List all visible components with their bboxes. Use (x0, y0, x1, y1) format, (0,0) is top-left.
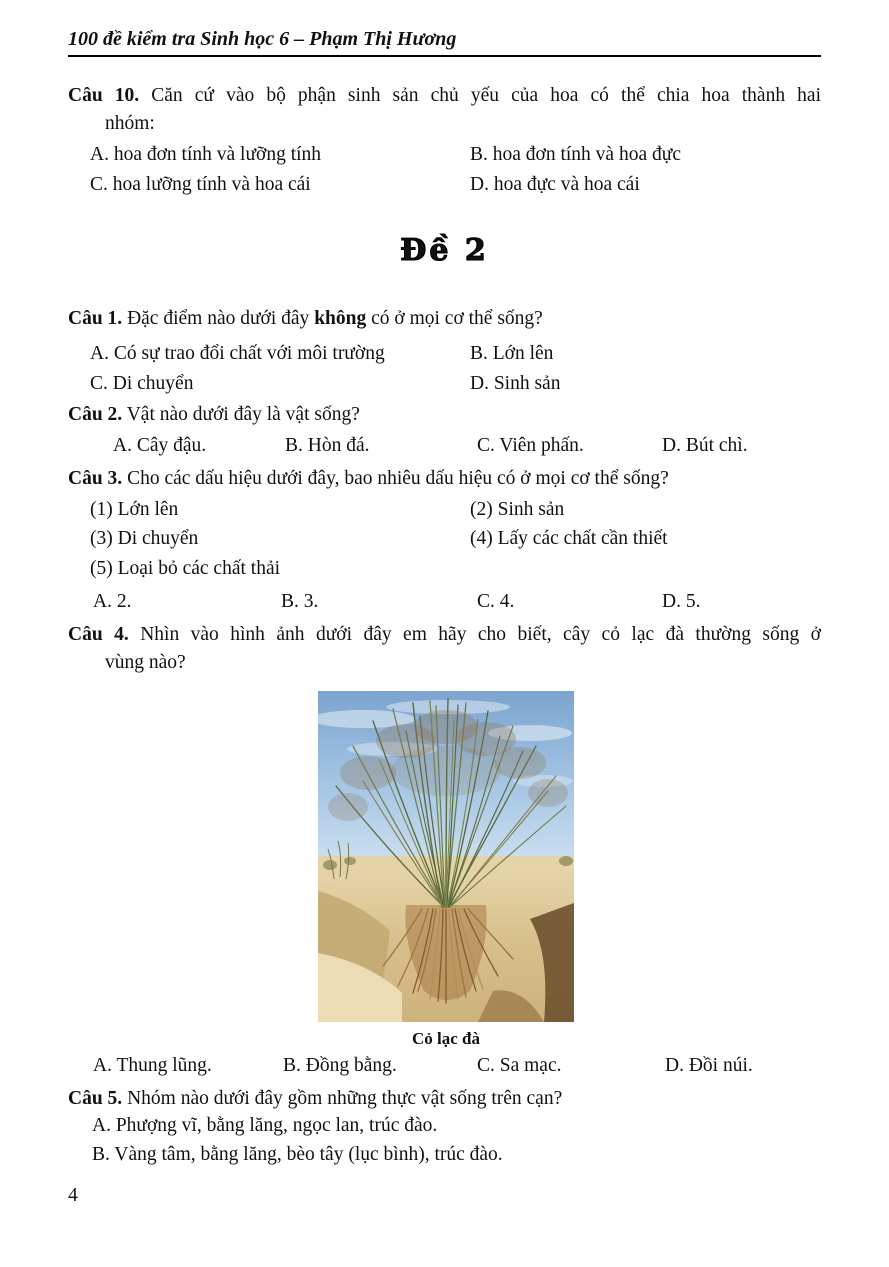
option-d: D. 5. (662, 591, 701, 612)
option-d: D. Bút chì. (662, 435, 748, 456)
section-title: Đề 2 (400, 233, 489, 268)
question-3-items-row2 (68, 528, 848, 553)
question-2-options-row (68, 435, 848, 460)
question-4-options-row (68, 1055, 848, 1080)
camel-grass-photo (318, 691, 574, 1022)
option-a: A. Thung lũng. (93, 1055, 212, 1076)
question-3-items-row1 (68, 499, 848, 524)
question-2-label: Câu 2. (68, 404, 123, 425)
question-2: Câu 2. Vật nào dưới đây là vật sống? (68, 404, 360, 425)
question-5: Câu 5. Nhóm nào dưới đây gồm những thực vật sống trên cạn? (68, 1088, 563, 1109)
question-4-line1: Câu 4. Nhìn vào hình ảnh dưới đây em hãy cho biết, cây cỏ lạc đà thường sống ở (68, 624, 821, 645)
question-10-options-row2 (68, 174, 848, 199)
list-item-2: (2) Sinh sản (470, 499, 565, 520)
option-a: A. Phượng vĩ, bằng lăng, ngọc lan, trúc đào. (92, 1115, 438, 1136)
question-3-items-row3 (68, 558, 848, 583)
question-10-line1: Câu 10. Căn cứ vào bộ phận sinh sản chủ yếu của hoa có thể chia hoa thành hai (68, 85, 822, 106)
option-c: C. Sa mạc. (477, 1055, 562, 1076)
option-a: A. Cây đậu. (113, 435, 207, 456)
option-d: D. Đồi núi. (665, 1055, 753, 1076)
option-d: D. Sinh sản (470, 373, 561, 394)
option-c: C. Viên phấn. (477, 435, 584, 456)
question-3-label: Câu 3. (68, 468, 123, 489)
photo-caption: Cỏ lạc đà (412, 1029, 480, 1048)
question-10-line2: nhóm: (105, 113, 155, 134)
option-b: B. Vàng tâm, bằng lăng, bèo tây (lục bình), trúc đào. (92, 1144, 503, 1165)
option-a: A. 2. (93, 591, 132, 612)
option-b: B. Đồng bằng. (283, 1055, 397, 1076)
option-a: A. hoa đơn tính và lưỡng tính (90, 144, 322, 165)
question-10-label: Câu 10. (68, 85, 140, 106)
question-4 (68, 621, 821, 677)
document-header (68, 28, 821, 57)
option-c: C. hoa lưỡng tính và hoa cái (90, 174, 311, 195)
option-c: C. Di chuyển (90, 373, 194, 394)
header-title: 100 đề kiểm tra Sinh học 6 – Phạm Thị Hương (68, 28, 457, 50)
option-c: C. 4. (477, 591, 515, 612)
question-5-option-b-row (68, 1144, 848, 1169)
list-item-5: (5) Loại bỏ các chất thải (90, 558, 281, 579)
option-a: A. Có sự trao đổi chất với môi trường (90, 343, 385, 364)
question-4-line2: vùng nào? (105, 652, 186, 673)
question-5-option-a-row (68, 1115, 848, 1140)
option-b: B. Hòn đá. (285, 435, 370, 456)
page-number: 4 (68, 1185, 78, 1206)
question-3-options-row (68, 591, 848, 616)
question-5-label: Câu 5. (68, 1088, 123, 1109)
option-b: B. Lớn lên (470, 343, 554, 364)
question-1-options-row1 (68, 343, 848, 368)
option-d: D. hoa đực và hoa cái (470, 174, 640, 195)
question-4-label: Câu 4. (68, 624, 129, 645)
list-item-3: (3) Di chuyển (90, 528, 199, 549)
question-1-options-row2 (68, 373, 848, 398)
question-1: Câu 1. Đặc điểm nào dưới đây không có ở mọi cơ thể sống? (68, 308, 543, 329)
list-item-1: (1) Lớn lên (90, 499, 179, 520)
question-1-label: Câu 1. (68, 308, 123, 329)
list-item-4: (4) Lấy các chất cần thiết (470, 528, 668, 549)
option-b: B. hoa đơn tính và hoa đực (470, 144, 681, 165)
question-3: Câu 3. Cho các dấu hiệu dưới đây, bao nhiêu dấu hiệu có ở mọi cơ thể sống? (68, 468, 669, 489)
emphasized-word: không (314, 308, 367, 329)
question-10 (68, 82, 821, 138)
question-10-options-row1 (68, 144, 848, 169)
option-b: B. 3. (281, 591, 319, 612)
